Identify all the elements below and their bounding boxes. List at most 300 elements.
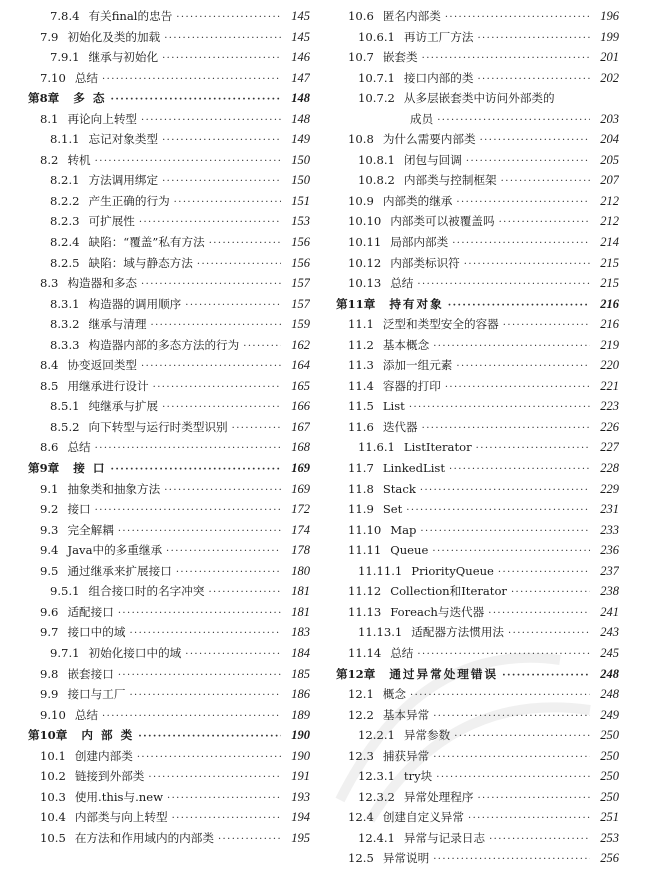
toc-entry-number: 11.13 (348, 604, 382, 619)
toc-leader-dots (129, 686, 281, 705)
toc-entry[interactable] (336, 253, 619, 274)
toc-entry-title: 接口 (67, 502, 91, 517)
toc-entry-page: 241 (600, 604, 619, 619)
toc-entry[interactable] (28, 561, 310, 582)
toc-entry-number: 8.3.2 (50, 317, 80, 332)
toc-entry[interactable] (336, 807, 619, 828)
toc-entry-page: 248 (600, 666, 619, 681)
toc-entry-page: 216 (600, 296, 619, 311)
toc-entry[interactable] (28, 68, 310, 89)
toc-entry-number: 10.4 (40, 810, 66, 825)
toc-entry[interactable] (336, 396, 619, 417)
toc-entry-title: 通过继承来扩展接口 (67, 563, 172, 578)
toc-entry-number: 12.2.1 (358, 728, 395, 743)
toc-entry-title: 基本概念 (382, 337, 430, 352)
toc-entry[interactable] (28, 232, 310, 253)
toc-entry[interactable] (336, 540, 619, 561)
toc-entry[interactable] (28, 355, 310, 376)
toc-entry-title: 忘记对象类型 (88, 132, 159, 147)
toc-entry-number: 12.3.1 (358, 769, 395, 784)
toc-entry[interactable] (336, 561, 619, 582)
toc-entry-number: 11.10 (348, 522, 382, 537)
toc-entry-number: 12.4 (348, 810, 374, 825)
toc-entry-page: 228 (600, 461, 619, 476)
toc-leader-dots (409, 398, 590, 417)
toc-entry-title: Foreach与迭代器 (390, 604, 485, 619)
toc-entry[interactable] (336, 437, 619, 458)
toc-chapter-entry[interactable] (28, 458, 310, 479)
toc-entry-number: 12.3.2 (358, 789, 395, 804)
toc-entry[interactable] (336, 602, 619, 623)
toc-entry-title: 局部内部类 (390, 235, 449, 250)
toc-entry-page: 227 (600, 440, 619, 455)
toc-entry[interactable] (28, 294, 310, 315)
toc-entry-title: Queue (390, 543, 429, 558)
toc-leader-dots (448, 296, 590, 315)
toc-leader-dots (139, 213, 281, 232)
toc-entry[interactable] (336, 520, 619, 541)
toc-leader-dots (95, 152, 281, 171)
toc-entry[interactable] (28, 109, 310, 130)
toc-leader-dots (476, 439, 590, 458)
toc-entry-page: 145 (291, 29, 310, 44)
toc-leader-dots (437, 111, 590, 130)
toc-entry-page: 167 (291, 419, 310, 434)
toc-chapter-entry[interactable] (28, 88, 310, 109)
toc-entry-title: 纯继承与扩展 (88, 399, 159, 414)
toc-entry-page: 214 (600, 235, 619, 250)
toc-chapter-entry[interactable] (336, 294, 619, 315)
toc-entry-title: 总结 (390, 276, 414, 291)
toc-entry-page: 178 (291, 543, 310, 558)
toc-entry-title: 缺陷：“覆盖”私有方法 (88, 235, 205, 250)
toc-entry-page: 205 (600, 152, 619, 167)
toc-entry-title: 构造器内部的多态方法的行为 (88, 337, 240, 352)
toc-entry[interactable] (336, 684, 619, 705)
toc-entry-title: 添加一组元素 (382, 358, 453, 373)
toc-leader-dots (503, 316, 590, 335)
toc-leader-dots (422, 419, 590, 438)
toc-entry[interactable] (28, 479, 310, 500)
toc-entry-number: 11.13.1 (358, 625, 403, 640)
toc-entry-title: 在方法和作用域内的内部类 (74, 830, 214, 845)
toc-chapter-entry[interactable] (28, 725, 310, 746)
toc-entry-title: 异常说明 (382, 851, 430, 866)
toc-entry-page: 169 (291, 481, 310, 496)
toc-entry[interactable] (28, 684, 310, 705)
toc-entry-page: 190 (291, 748, 310, 763)
toc-leader-dots (508, 624, 590, 643)
toc-entry-page: 157 (291, 296, 310, 311)
toc-leader-dots (162, 131, 281, 150)
toc-entry-number: 12.5 (348, 851, 374, 866)
toc-entry-number: 第8章 (28, 91, 60, 106)
toc-leader-dots (433, 707, 590, 726)
toc-leader-dots (477, 789, 590, 808)
toc-leader-dots (499, 213, 590, 232)
toc-entry[interactable] (336, 581, 619, 602)
toc-entry-page: 169 (291, 461, 310, 476)
toc-entry[interactable] (28, 376, 310, 397)
toc-leader-dots (95, 439, 281, 458)
toc-entry-title: 内部类的继承 (382, 193, 453, 208)
toc-entry-page: 212 (600, 193, 619, 208)
toc-entry-title: 接口与工厂 (67, 687, 126, 702)
toc-leader-dots (176, 8, 281, 27)
toc-entry[interactable] (336, 643, 619, 664)
toc-entry[interactable] (28, 746, 310, 767)
toc-entry[interactable] (28, 807, 310, 828)
toc-entry[interactable] (336, 705, 619, 726)
toc-entry[interactable] (28, 211, 310, 232)
toc-entry-page: 150 (291, 173, 310, 188)
toc-entry-page: 220 (600, 358, 619, 373)
toc-entry[interactable] (28, 787, 310, 808)
toc-entry[interactable] (336, 479, 619, 500)
toc-leader-dots (422, 49, 590, 68)
toc-entry-title: 泛型和类型安全的容器 (382, 317, 499, 332)
toc-entry[interactable] (28, 47, 310, 68)
toc-entry-number: 10.7.1 (358, 70, 395, 85)
toc-entry-number: 11.12 (348, 584, 382, 599)
toc-entry[interactable] (28, 643, 310, 664)
toc-entry-page: 181 (291, 604, 310, 619)
toc-entry[interactable] (28, 273, 310, 294)
toc-entry[interactable] (28, 705, 310, 726)
toc-leader-dots (502, 666, 590, 685)
toc-entry-page: 191 (291, 769, 310, 784)
toc-entry-title: Stack (382, 481, 416, 496)
toc-entry[interactable] (336, 828, 619, 849)
toc-entry-number: 11.11.1 (358, 563, 403, 578)
toc-entry[interactable] (28, 828, 310, 849)
toc-entry-number: 11.2 (348, 337, 374, 352)
toc-entry[interactable] (336, 191, 619, 212)
toc-entry-number: 8.2 (40, 152, 59, 167)
toc-entry-title: 为什么需要内部类 (382, 132, 476, 147)
toc-entry-number: 11.11 (348, 543, 382, 558)
toc-entry-title: try块 (403, 769, 433, 784)
toc-leader-dots (464, 255, 590, 274)
toc-entry[interactable] (336, 109, 619, 130)
toc-entry-number: 10.2 (40, 769, 66, 784)
toc-leader-dots (141, 275, 281, 294)
toc-entry-number: 10.8.2 (358, 173, 395, 188)
toc-entry-page: 165 (291, 378, 310, 393)
toc-entry-page: 238 (600, 584, 619, 599)
toc-entry[interactable] (336, 335, 619, 356)
toc-leader-dots (454, 727, 590, 746)
toc-entry-page: 185 (291, 666, 310, 681)
toc-leader-dots (118, 522, 281, 541)
toc-leader-dots (176, 563, 281, 582)
toc-entry[interactable] (28, 540, 310, 561)
toc-entry-page: 149 (291, 132, 310, 147)
toc-leader-dots (137, 748, 281, 767)
toc-entry-title: 嵌套接口 (67, 666, 114, 681)
toc-entry-title: 内部类与控制框架 (403, 173, 497, 188)
toc-entry[interactable] (336, 68, 619, 89)
toc-leader-dots (417, 275, 590, 294)
toc-leader-dots (452, 234, 590, 253)
toc-entry-title: 异常与记录日志 (403, 830, 486, 845)
toc-leader-dots (243, 337, 281, 356)
toc-entry-page: 184 (291, 645, 310, 660)
toc-entry-number: 10.7 (348, 50, 374, 65)
toc-entry[interactable] (336, 499, 619, 520)
toc-entry[interactable] (336, 746, 619, 767)
toc-leader-dots (480, 131, 590, 150)
toc-entry-number: 第10章 (28, 728, 68, 743)
toc-entry-title: 接 口 (73, 461, 107, 476)
toc-entry-title: Java中的多重继承 (67, 543, 163, 558)
toc-leader-dots (498, 563, 590, 582)
toc-entry[interactable] (336, 88, 619, 109)
toc-entry-page: 215 (600, 276, 619, 291)
toc-entry[interactable] (28, 6, 310, 27)
toc-leader-dots (118, 666, 281, 685)
toc-entry[interactable] (336, 417, 619, 438)
toc-leader-dots (501, 172, 590, 191)
toc-entry-title: 从多层嵌套类中访问外部类的 (403, 91, 555, 106)
toc-entry[interactable] (28, 602, 310, 623)
toc-leader-dots (141, 111, 281, 130)
toc-entry[interactable] (28, 437, 310, 458)
toc-entry[interactable] (28, 622, 310, 643)
toc-entry[interactable] (336, 458, 619, 479)
toc-entry-number: 11.1 (348, 317, 374, 332)
toc-entry[interactable] (28, 335, 310, 356)
toc-entry[interactable] (28, 581, 310, 602)
toc-entry-page: 250 (600, 769, 619, 784)
toc-entry[interactable] (28, 150, 310, 171)
toc-entry-title: 创建自定义异常 (382, 810, 464, 825)
toc-entry[interactable] (28, 417, 310, 438)
toc-entry[interactable] (28, 191, 310, 212)
toc-entry-page: 162 (291, 337, 310, 352)
toc-entry-number: 第11章 (336, 296, 376, 311)
toc-entry-number: 8.1.1 (50, 132, 80, 147)
toc-entry-page: 150 (291, 152, 310, 167)
toc-entry-page: 148 (291, 91, 310, 106)
toc-entry-number: 8.5.2 (50, 419, 80, 434)
toc-entry-title: 组合接口时的名字冲突 (88, 584, 205, 599)
toc-entry-number: 11.8 (348, 481, 374, 496)
toc-leader-dots (111, 90, 282, 109)
toc-entry-page: 202 (600, 70, 619, 85)
toc-entry-title: 概念 (382, 687, 407, 702)
toc-entry-page: 245 (600, 645, 619, 660)
toc-entry[interactable] (336, 725, 619, 746)
toc-entry-page: 195 (291, 830, 310, 845)
toc-entry-title: 适配器方法惯用法 (411, 625, 505, 640)
toc-entry-number: 12.1 (348, 687, 374, 702)
toc-entry-page: 250 (600, 728, 619, 743)
toc-leader-dots (477, 70, 590, 89)
toc-leader-dots (150, 316, 281, 335)
toc-entry-number: 8.2.3 (50, 214, 80, 229)
toc-entry-title: Collection和Iterator (390, 584, 507, 599)
toc-entry-title: 嵌套类 (382, 50, 418, 65)
toc-entry-page: 148 (291, 111, 310, 126)
toc-leader-dots (410, 686, 590, 705)
toc-entry-title: Map (390, 522, 417, 537)
toc-leader-dots (420, 481, 590, 500)
toc-leader-dots (232, 419, 281, 438)
toc-entry-title: 内部类可以被覆盖吗 (390, 214, 495, 229)
toc-entry-page: 199 (600, 29, 619, 44)
toc-entry-number: 11.4 (348, 378, 374, 393)
toc-leader-dots (209, 234, 281, 253)
toc-entry-page: 180 (291, 563, 310, 578)
toc-entry-number: 8.2.2 (50, 193, 80, 208)
toc-entry-page: 221 (600, 378, 619, 393)
toc-entry-title: 总结 (390, 645, 414, 660)
toc-entry-title: 协变返回类型 (67, 358, 138, 373)
toc-entry-number: 第12章 (336, 666, 376, 681)
toc-leader-dots (138, 727, 281, 746)
toc-entry-title: 使用.this与.new (74, 789, 164, 804)
toc-entry[interactable] (336, 314, 619, 335)
toc-entry-page: 153 (291, 214, 310, 229)
toc-entry-page: 201 (600, 50, 619, 65)
toc-leader-dots (162, 49, 281, 68)
toc-leader-dots (456, 193, 590, 212)
toc-entry[interactable] (336, 47, 619, 68)
toc-entry-number: 10.3 (40, 789, 66, 804)
toc-leader-dots (511, 583, 590, 602)
toc-entry-title: 持有对象 (389, 296, 444, 311)
toc-entry-number: 8.4 (40, 358, 59, 373)
toc-entry[interactable] (336, 622, 619, 643)
toc-entry-number: 11.6.1 (358, 440, 395, 455)
toc-entry-page: 250 (600, 789, 619, 804)
toc-leader-dots (208, 583, 281, 602)
toc-entry[interactable] (336, 129, 619, 150)
toc-entry-title: 通过异常处理错误 (389, 666, 499, 681)
toc-entry[interactable] (336, 6, 619, 27)
toc-entry-title: PriorityQueue (411, 563, 494, 578)
toc-leader-dots (141, 357, 281, 376)
toc-entry[interactable] (336, 787, 619, 808)
toc-entry-page: 237 (600, 563, 619, 578)
toc-leader-dots (102, 70, 281, 89)
toc-entry-title: 总结 (67, 440, 91, 455)
toc-leader-dots (433, 337, 590, 356)
toc-entry-number: 12.3 (348, 748, 374, 763)
toc-entry-page: 183 (291, 625, 310, 640)
toc-entry-title: 异常参数 (403, 728, 451, 743)
toc-entry-number: 9.5.1 (50, 584, 80, 599)
toc-entry[interactable] (336, 273, 619, 294)
toc-entry[interactable] (336, 170, 619, 191)
toc-entry[interactable] (28, 499, 310, 520)
toc-entry-page: 151 (291, 193, 310, 208)
toc-entry[interactable] (28, 253, 310, 274)
toc-entry[interactable] (336, 211, 619, 232)
toc-entry-title: 容器的打印 (382, 378, 441, 393)
toc-entry-page: 251 (600, 810, 619, 825)
toc-entry-number: 第9章 (28, 461, 60, 476)
toc-entry-page: 194 (291, 810, 310, 825)
toc-entry-title: 有关final的忠告 (88, 9, 173, 23)
toc-entry-number: 9.7 (40, 625, 59, 640)
toc-entry-page: 207 (600, 173, 619, 188)
toc-entry-number: 10.10 (348, 214, 382, 229)
toc-left-column (28, 6, 310, 848)
toc-entry-title: 匿名内部类 (382, 9, 441, 23)
toc-entry-number: 11.5 (348, 399, 374, 414)
toc-entry-page: 236 (600, 543, 619, 558)
toc-entry-title: 可扩展性 (88, 214, 135, 229)
toc-entry[interactable] (336, 766, 619, 787)
toc-entry[interactable] (336, 355, 619, 376)
toc-entry[interactable] (28, 129, 310, 150)
toc-entry-page: 186 (291, 687, 310, 702)
toc-leader-dots (449, 460, 590, 479)
toc-leader-dots (445, 8, 590, 27)
toc-entry-page: 156 (291, 255, 310, 270)
toc-entry-number: 10.9 (348, 193, 374, 208)
toc-entry[interactable] (336, 848, 619, 869)
toc-entry-title: ListIterator (403, 440, 472, 455)
toc-leader-dots (185, 645, 281, 664)
toc-leader-dots (456, 357, 590, 376)
toc-entry[interactable] (28, 664, 310, 685)
toc-entry-title: 缺陷：域与静态方法 (88, 255, 193, 270)
toc-entry[interactable] (336, 150, 619, 171)
toc-leader-dots (406, 501, 590, 520)
toc-entry-number: 8.1 (40, 111, 59, 126)
toc-entry[interactable] (28, 396, 310, 417)
toc-entry-title: 多 态 (73, 91, 107, 106)
toc-entry-number: 11.3 (348, 358, 374, 373)
toc-entry[interactable] (28, 27, 310, 48)
toc-entry-number: 9.2 (40, 502, 59, 517)
toc-entry[interactable] (336, 27, 619, 48)
toc-entry-number: 10.6.1 (358, 29, 395, 44)
toc-entry[interactable] (28, 170, 310, 191)
toc-leader-dots (197, 255, 281, 274)
toc-entry[interactable] (28, 520, 310, 541)
toc-entry-page: 204 (600, 132, 619, 147)
toc-entry-page: 243 (600, 625, 619, 640)
toc-entry[interactable] (28, 314, 310, 335)
toc-entry-number: 9.6 (40, 604, 59, 619)
toc-entry[interactable] (336, 232, 619, 253)
toc-entry-number: 12.4.1 (358, 830, 395, 845)
toc-entry-page: 166 (291, 399, 310, 414)
toc-leader-dots (148, 768, 281, 787)
toc-entry[interactable] (28, 766, 310, 787)
toc-leader-dots (185, 296, 281, 315)
toc-entry-title: 构造器和多态 (67, 276, 138, 291)
toc-entry-title: 初始化接口中的域 (88, 645, 182, 660)
toc-leader-dots (489, 830, 590, 849)
toc-entry-page: 172 (291, 502, 310, 517)
toc-entry-number: 10.8 (348, 132, 374, 147)
toc-entry-page: 159 (291, 317, 310, 332)
toc-entry-page: 250 (600, 748, 619, 763)
toc-entry-title: Set (382, 502, 403, 517)
toc-leader-dots (436, 768, 590, 787)
toc-entry-number: 8.2.1 (50, 173, 80, 188)
toc-right-column (336, 6, 619, 869)
toc-entry-title: 完全解耦 (67, 522, 114, 537)
toc-chapter-entry[interactable] (336, 664, 619, 685)
toc-entry[interactable] (336, 376, 619, 397)
toc-entry-number: 8.3 (40, 276, 59, 291)
